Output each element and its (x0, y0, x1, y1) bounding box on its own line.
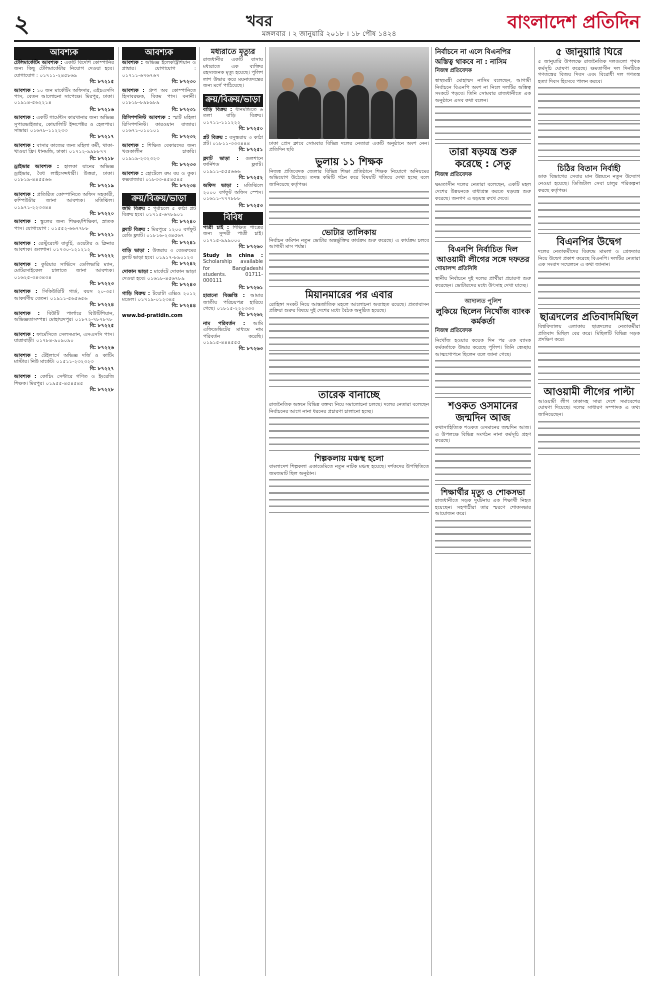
headline: নির্বাচনে না এলে বিএনপির অস্তিত্ব থাকবে না : নাসিম (435, 48, 511, 66)
article-body-continued (435, 204, 531, 238)
classified-ad-code: বি: ৮৭২২৪ (89, 302, 114, 309)
headline: তারা ষড়যন্ত্র শুরু করেছে : সেতু (449, 147, 517, 171)
classified-ad-code: বি: ৮৭২৬৩ (238, 346, 263, 353)
section-band: আবশ্যক (14, 47, 114, 60)
classified-ad-body: কোচিং সেন্টারে গণিত ও ইংরেজি শিক্ষক। মিরপুর। ০১৯৫৫-৪৫৪৫৪৫ (14, 374, 114, 387)
article-body-continued (538, 271, 640, 305)
byline: নিজস্ব প্রতিবেদক (435, 172, 472, 179)
classified-ad-title: ফ্ল্যাট বিক্রয় : (122, 226, 152, 233)
headline: শওকত ওসমানের জন্মদিন আজ (448, 401, 518, 425)
classified-ad-code: বি: ৮৭২১৫ (89, 79, 114, 86)
classified-ad-body: শিক্ষিত বেকারদের জন্য খণ্ডকালীন চাকরি। ০১৯১৯-২৩২৩২৩ (122, 142, 196, 162)
article-body: রাজধানীর একটি বাসায় মধ্যরাতে এক ব্যক্তির রহস্যজনক মৃত্যু হয়েছে। পুলিশ লাশ উদ্ধার করে ময়নাতদন্তের জন্য মর্গে পাঠিয়েছে। (203, 57, 263, 90)
classified-ad-body: বাসার কাজের জন্য মহিলা কর্মী, থাকা-খাওয়া ফ্রি। ধানমন্ডি, ঢাকা। ০১৭১২-৯৯৮৮৭৭ (14, 142, 114, 156)
article-body-continued (538, 346, 640, 380)
article-body: নির্বাচন কমিশন নতুন ভোটার অন্তর্ভুক্তির কার্যক্রম শুরু করেছে। এ কার্যক্রম চলবে আগামী মাস পর্যন্ত। (269, 237, 429, 251)
headline: মিয়ানমারের পর এবার (305, 289, 393, 301)
article-body-continued (269, 191, 429, 225)
website-link[interactable]: www.bd-pratidin.com (122, 312, 183, 319)
article-body-continued (538, 196, 640, 230)
classified-ad-title: হারানো বিজ্ঞপ্তি : (203, 293, 251, 300)
classified-ad (122, 60, 196, 86)
classified-ad-body: ফার্মেসিতে সেলসম্যান, এসএসসি পাস। যাত্রাবাড়ী। ০১৭৮৪-৯০৯০৯০ (14, 331, 114, 345)
article-body: নিজস্ব প্রতিবেদক জেলার বিভিন্ন শিক্ষা প্রতিষ্ঠানে শিক্ষক নিয়োগে অনিয়মের অভিযোগ উঠেছে। তদন্ত কমিটি গঠন করে বিষয়টি খতিয়ে দেখা হচ্ছে বলে জানিয়েছে কর্তৃপক্ষ। (269, 168, 429, 188)
classified-ad-code: বি: ৮৭২৫২ (238, 175, 263, 182)
classifieds-column-1 (14, 47, 114, 976)
headline: চিঠির বিতান নির্বাহী (557, 164, 621, 174)
classified-ad-title: আবশ্যক : (14, 191, 37, 198)
classified-ad (122, 227, 196, 246)
classified-ad (14, 143, 114, 162)
classified-ad-title: আবশ্যক : (122, 87, 149, 94)
classified-list (14, 60, 114, 394)
article-body-continued (269, 479, 429, 513)
headline: বিএনপি নির্বাচিত দিল আওয়ামী লীগের সঙ্গে দফতর (436, 245, 530, 265)
column-divider (534, 47, 535, 976)
article-body-continued (269, 317, 429, 351)
classified-ad-body: মতিঝিলে ২০০০ বর্গফুট অফিস স্পেস। ০১৬১১-৭৭৭৮৮৮ (203, 183, 263, 203)
classified-ad-title: গাড়ি বিক্রয় : (122, 290, 153, 297)
classified-ad (203, 225, 263, 251)
classified-ad-code: বি: ৮৭২২৭ (89, 365, 114, 372)
classified-ad (203, 156, 263, 182)
classified-ad-title: আবশ্যক : (14, 219, 41, 226)
classified-ad-body: আমি এফিডেভিটের মাধ্যমে নাম পরিবর্তন করেছি। ০১৯১৫-৪৪৪৫৫৫ (203, 320, 263, 346)
classified-ad (14, 374, 114, 393)
classified-ad (203, 135, 263, 154)
byline: নিজস্ব প্রতিবেদক (435, 328, 472, 335)
headline: মধ্যরাতে মৃত্যুর (210, 47, 256, 56)
classified-ad (122, 88, 196, 114)
classified-ad-body: স্মার্ট মহিলা রিসিপশনিস্ট। কারওয়ান বাজার। ০১৬৭১-০১০১০১ (122, 115, 196, 135)
byline: গোয়ালন্দ প্রতিনিধি (435, 266, 478, 273)
headline: ভুলায় ১১ শিক্ষক (315, 156, 383, 168)
classified-ad-code: বি: ৮৭২৫১ (238, 147, 263, 154)
classified-ad-body: টেইলার্সে অভিজ্ঞ দর্জি ও কাটিং মাস্টার। নিউ মার্কেট। ০১৫১১-২৩২৩২৩ (14, 353, 114, 366)
classified-ad-body: রেস্টুরেন্টে বাবুর্চি, ওয়েটার ও ক্লিনার আবশ্যক। গুলশান। ০১৭৩০-১২১২১২ (14, 240, 114, 253)
article-body-continued (269, 417, 429, 451)
classified-ad-title: নাম পরিবর্তন : (203, 320, 253, 327)
classified-ad-title: আবশ্যক : (122, 170, 146, 177)
section-band: আবশ্যক (122, 47, 196, 60)
headline: ৫ জানুয়ারি ঘিরে (555, 47, 623, 58)
classified-list (203, 225, 263, 353)
classified-ad-code: বি: ৮৭২৩২ (171, 134, 196, 141)
article-body: কথাসাহিত্যিক শওকত ওসমানের জন্মদিন আজ। এ উপলক্ষে বিভিন্ন সংগঠন নানা কর্মসূচি গ্রহণ করেছে। (435, 425, 531, 445)
classified-ad (14, 241, 114, 260)
classified-ad-body: একটি গার্মেন্টস কারখানার জন্য অভিজ্ঞ সুপারভাইজার, কোয়ালিটি ইন্সপেক্টর ও হেলপার। সাভার। ০১৬৭৮-১১২২৩৩ (14, 115, 114, 135)
classified-ad-code: বি: ৮৭২৩০ (171, 79, 196, 86)
classified-ad-title: বাড়ি বিক্রয় : (203, 106, 236, 113)
news-column-5 (435, 47, 531, 976)
article-body: রাজনৈতিক অঙ্গনে বিভিন্ন বক্তব্য নিয়ে সমালোচনা চলছে। দলের নেতারা বলেছেন নির্বাচনের আগে নানা ধরনের প্রচারণা চালানো হচ্ছে। (269, 401, 429, 415)
classified-ad-body: Scholarship available for Bangladeshi students. 01711-000111 (203, 259, 263, 285)
classified-ad-body: ১০ জন মার্কেটিং অফিসার, এইচএসসি পাস, বেতন আলোচনা সাপেক্ষে। মিরপুর, ঢাকা। ০১৯১৪-৫৬২২১৪ (14, 87, 114, 107)
column-divider (118, 47, 119, 976)
section-band: ক্রয়/বিক্রয়/ভাড়া (122, 193, 196, 206)
classified-ad (122, 269, 196, 288)
column-divider (431, 47, 432, 976)
article-body-continued (435, 106, 531, 140)
classified-ad-title: আবশ্যক : (14, 331, 37, 338)
classified-ad (14, 353, 114, 372)
classified-ad (14, 289, 114, 308)
classified-ad-title: আবশ্যক : (122, 142, 148, 149)
article-body-continued (538, 87, 640, 121)
classified-ad-code: বি: ৮৭২১৮ (89, 155, 114, 162)
article-body-continued (269, 353, 429, 387)
classified-ad-title: আবশ্যক : (122, 60, 146, 66)
classified-ad-title: ফ্ল্যাট ভাড়া : (203, 155, 246, 162)
headline: শিল্পকলায় মঞ্চস্থ হলো (314, 454, 384, 464)
group-photo (269, 47, 429, 139)
classified-ad (14, 219, 114, 238)
classified-ad-title: আবশ্যক : (14, 115, 37, 122)
classified-ad (14, 164, 114, 190)
classified-ad (203, 107, 263, 133)
headline: ছাত্রদলের প্রতিবাদমিছিল (539, 311, 639, 323)
classified-ad-title: আবশ্যক : (14, 87, 37, 94)
article-body: ক্ষমতাসীন দলের নেতারা বলেছেন, একটি মহল দেশের উন্নয়নকে বাধাগ্রস্ত করতে ষড়যন্ত্র শুরু করেছে। জনগণ এ ষড়যন্ত্র রুখে দেবে। (435, 182, 531, 202)
classified-ad-body: ধানমন্ডিতে ৬ তলা বাড়ি বিক্রয়। ০১৭১১-১১১২২২ (203, 106, 263, 126)
classified-ad-code: বি: ৮৭২৩১ (171, 106, 196, 113)
classified-ad (203, 253, 263, 291)
classified-ad-body: উত্তরায় ৩ বেডরুমের ফ্ল্যাট ভাড়া হবে। ০১৯১৭-৮৯০১২৩ (122, 248, 196, 261)
classified-ad-body: টয়োটা এক্সিও ২০১২ মডেল। ০১৭১৯-০১২৩৪৫ (122, 290, 196, 303)
classified-ad-code: বি: ৮৭২১৯ (89, 183, 114, 190)
classified-ad (14, 332, 114, 351)
article-body: বাংলাদেশ শিল্পকলা একাডেমিতে নতুন নাটক মঞ্চস্থ হয়েছে। দর্শকদের উপস্থিতিতে জমজমাট ছিল অনুষ্ঠান। (269, 464, 429, 477)
classified-ad-title: প্লট বিক্রয় : (203, 134, 230, 141)
classified-ad-code: বি: ৮৭২৬০ (238, 244, 263, 251)
article-body-continued (435, 360, 531, 394)
classified-ad-title: পাত্রী চাই : (203, 225, 233, 232)
classified-ad-title: আবশ্যক : (14, 374, 41, 381)
classified-ad-code: বি: ৮৭২১৬ (89, 106, 114, 113)
classified-ad (203, 293, 263, 319)
headline: বিএনপির উদ্বেগ (556, 237, 622, 249)
classified-ad (14, 192, 114, 218)
classified-ad-body: বসুন্ধরায় ৩ কাঠা প্লট। ০১৮১১-৩৩৩৪৪৪ (203, 134, 263, 147)
classified-ad-title: দোকান ভাড়া : (122, 269, 154, 276)
classified-ad-code: বি: ৮৭২৪০ (171, 218, 196, 225)
article-body: নিখোঁজ হওয়ার কয়েক দিন পর এক ব্যাংক কর্মকর্তাকে উদ্ধার করেছে পুলিশ। তিনি স্বেচ্ছায় আত্মগোপনে ছিলেন বলে জানা গেছে। (435, 338, 531, 358)
classified-ad-code: বি: ৮৭২২৩ (89, 281, 114, 287)
headline: শিক্ষার্থীর মৃত্যু ও শোকসভা (440, 487, 526, 497)
classified-ad-body: অভিজ্ঞ ইলেকট্রিশিয়ান ও প্লাম্বার। যোগাযোগ : ০১৭১১-৬৭৬৭৬৭ (122, 60, 196, 79)
classified-ad-body: প্রতিষ্ঠিত কোম্পানিতে অফিস সহকারী, কম্পিউটার জানা আবশ্যক। মতিঝিল। ০১৯৭১-২২৩৩৪৪ (14, 191, 114, 211)
classified-ad-code: বি: ৮৭২৬২ (238, 312, 263, 319)
classifieds-column-2 (122, 47, 196, 976)
section-band: বিবিধ (203, 212, 263, 225)
classified-ad-title: টেলিমার্কেটিং আবশ্যক : (14, 60, 65, 66)
date-line: মঙ্গলবার । ২ জানুয়ারি ২০১৮ । ১৮ পৌষ ১৪২৪ (262, 30, 397, 38)
classified-ad-title: আবশ্যক : (14, 353, 42, 360)
classified-ad (14, 311, 114, 330)
classified-ad (203, 183, 263, 209)
classified-ad (122, 291, 196, 310)
classified-ad (14, 115, 114, 141)
article-body-continued (538, 123, 640, 157)
classified-ad (122, 206, 196, 225)
classified-ad-title: জমি বিক্রয় : (122, 205, 153, 212)
lead-photo (269, 47, 429, 139)
classified-ad-body: মার্কেটে দোকান ভাড়া দেওয়া হবে। ০১৬১৮-৪৫৬৭৮৯ (122, 269, 196, 282)
classified-ad-code: বি: ৮৭২৫৩ (238, 202, 263, 209)
headline: আওয়ামী লীগের পাল্টা (543, 386, 635, 398)
article-body: রোহিঙ্গা সংকট নিয়ে আন্তর্জাতিক মহলে আলোচনা অব্যাহত রয়েছে। প্রত্যাবাসন প্রক্রিয়া শুরুর বিষয়ে দুই দেশের মধ্যে বৈঠক অনুষ্ঠিত হয়েছে। (269, 301, 429, 315)
classified-ad-code: বি: ৮৭২৩৩ (171, 162, 196, 169)
section-band: ক্রয়/বিক্রয়/ভাড়া (203, 94, 263, 107)
classified-ad-body: কুরিয়ার সার্ভিসে ডেলিভারি ম্যান, মোটরসাইকেল চালাতে জানা আবশ্যক। ০১৬২৫-৩৪৩৪৩৪ (14, 261, 114, 281)
article-body-continued (538, 421, 640, 455)
classified-ad-body: শিক্ষিত পাত্রের জন্য সুন্দরী পাত্রী চাই। ০১৭১৫-৯৯৯০০০ (203, 225, 263, 244)
page-number: ২ (14, 9, 30, 38)
classified-ad-code: বি: ৮৭২২৮ (89, 387, 114, 394)
classified-ad (122, 248, 196, 267)
classified-ad-body: গ্রুপ অব কোম্পানিতে হিসাবরক্ষক, বিকম পাস। বনানী। ০১৮১৮-৮৯৮৯৮৯ (122, 87, 196, 107)
news-column-6 (538, 47, 640, 976)
classified-ad (14, 60, 114, 86)
article-body-continued (435, 520, 531, 554)
classified-ad-title: অফিস ভাড়া : (203, 183, 245, 190)
classified-ad-code: বি: ৮৭২৪২ (171, 260, 196, 267)
column-divider (265, 47, 266, 976)
classified-ad-body: একটি বিদেশি কোম্পানির জন্য কিছু টেলিমার্কেটার নিয়োগ দেওয়া হবে। যোগাযোগ : ০১৭১১-২৪৫৮৬৯ (14, 60, 114, 79)
classified-ad-title: Study in china : (203, 252, 263, 259)
kicker: আদালত পুলিশ (464, 298, 502, 306)
classified-ad (14, 262, 114, 288)
classified-ad (14, 88, 114, 114)
header-rule (14, 40, 640, 42)
classified-ad-code: বি: ৮৭২২০ (89, 210, 114, 217)
classified-ad-body: হোটেলে রুম বয় ও কুক। কক্সবাজার। ০১৮৩৩-৪৫৪৫৪৫ (122, 170, 196, 183)
classified-ad-body: বিউটি পার্লারে বিউটিশিয়ান, অভিজ্ঞতাসম্পন্ন। মোহাম্মদপুর। ০১৮৭২-৭৮৭৮৭৮ (14, 310, 114, 324)
article-body-continued (435, 447, 531, 481)
article-body-continued (269, 253, 429, 287)
article-body: স্থানীয় নির্বাচনে দুই দলের প্রার্থীরা প্রচারণা শুরু করেছেন। ভোটারদের মধ্যে উৎসাহ দেখা যাচ্ছে। (435, 276, 531, 289)
section-name: খবর (246, 12, 273, 30)
classified-ad-title: রিসিপশনিস্ট আবশ্যক : (122, 115, 173, 122)
byline: নিজস্ব প্রতিবেদক (435, 68, 472, 74)
classified-ad-code: বি: ৮৭২৩৪ (171, 183, 196, 190)
classified-ad-body: হালকা যানের অভিজ্ঞ ড্রাইভার, বৈধ লাইসেন্সধারী। উত্তরা, ঢাকা। ০১৮১৯-৪৪৫৫৬৬ (14, 164, 114, 183)
classified-ad-body: পূর্বাচলে ৫ কাঠা প্লট বিক্রয় হবে। ০১৭১৫-৬৭৮৯০১ (122, 205, 196, 219)
article-body: দলের নেতাকর্মীদের বিরুদ্ধে মামলা ও গ্রেফতার নিয়ে উদ্বেগ প্রকাশ করেছে বিএনপি। দলটির নেতারা এক সংবাদ সম্মেলনে এ কথা জানান। (538, 249, 640, 269)
classified-ad-code: বি: ৮৭২৪১ (171, 239, 196, 246)
article-body: বিশ্ববিদ্যালয় এলাকায় ছাত্রদলের নেতাকর্মীরা প্রতিবাদ মিছিল বের করে। মিছিলটি বিভিন্ন সড়ক প্রদক্ষিণ করে। (538, 323, 640, 344)
classified-ad-title: আবশ্যক : (14, 261, 42, 268)
classified-ad-code: বি: ৮৭২২৫ (89, 323, 114, 330)
headline: তারেক বানাচ্ছে (318, 389, 380, 401)
classified-ad (122, 143, 196, 169)
classified-ad-code: বি: ৮৭২৫০ (238, 126, 263, 133)
classified-ad-code: বি: ৮৭২২৬ (89, 344, 114, 351)
classified-ad-body: স্কুলের জন্য শিক্ষক/শিক্ষিকা, স্নাতক পাস। যোগাযোগ : ০১৫৫২-৬৬৭৭৮৮ (14, 219, 114, 232)
classified-list (122, 60, 196, 190)
article-body: স্বাস্থ্যমন্ত্রী মোহাম্মদ নাসিম বলেছেন, আগামী নির্বাচনে বিএনপি অংশ না নিলে দলটির অস্তিত্ব সংকটে পড়বে। তিনি সোমবার রাজধানীতে এক অনুষ্ঠানে এসব কথা বলেন। (435, 78, 531, 104)
center-news-column (269, 47, 429, 976)
classified-ad-title: বাড়ি ভাড়া : (122, 248, 153, 255)
classified-ad (203, 321, 263, 353)
classified-ad-code: বি: ৮৭২২১ (89, 232, 114, 239)
article-body: আওয়ামী লীগ ঢাকাসহ সারা দেশে সমাবেশের ঘোষণা দিয়েছে। দলের সাধারণ সম্পাদক এ তথ্য জানিয়েছেন। (538, 398, 640, 418)
classified-list (203, 107, 263, 209)
classified-ad (122, 115, 196, 141)
newspaper-brand: বাংলাদেশ প্রতিদিন (507, 12, 640, 33)
classified-list (122, 206, 196, 310)
headline: ভোটার তালিকায় (321, 227, 377, 237)
classified-ad-code: বি: ৮৭২২২ (89, 253, 114, 260)
classified-ad (122, 171, 196, 190)
classified-ad-title: আবশ্যক : (14, 310, 48, 317)
column-divider (199, 47, 200, 976)
classified-ad-body: আমার জাতীয় পরিচয়পত্র হারিয়ে গেছে। ০১৮১৫-২২২৩৩৩ (203, 293, 263, 312)
classified-ad-title: আবশ্যক : (14, 289, 43, 296)
classified-ad-code: বি: ৮৭২৪৪ (171, 303, 196, 310)
classified-ad-body: মিরপুরে ১২০০ বর্গফুট রেডি ফ্ল্যাট। ০১৮১৬-২৩৪৫৬৭ (122, 226, 196, 240)
article-body: ডাক বিভাগের সেবার মান উন্নয়নে নতুন উদ্যোগ নেওয়া হয়েছে। ডিজিটাল সেবা চালুর পরিকল্পনা করছে কর্তৃপক্ষ। (538, 174, 640, 194)
headline: লুকিয়ে ছিলেন নিখোঁজ ব্যাংক কর্মকর্তা (435, 307, 531, 327)
article-body: ৫ জানুয়ারি উপলক্ষে রাজনৈতিক দলগুলো পৃথক কর্মসূচি ঘোষণা করেছে। ক্ষমতাসীন দল দিনটিকে গণতন্ত্রের বিজয় দিবস এবং বিরোধী দল গণতন্ত্র হত্যা দিবস হিসেবে পালন করবে। (538, 59, 640, 85)
classified-ad-title: ড্রাইভার আবশ্যক : (14, 164, 65, 171)
classified-ad-title: আবশ্যক : (14, 240, 39, 247)
classified-ad-title: আবশ্যক : (14, 142, 37, 149)
classifieds-column-3 (203, 47, 263, 976)
photo-caption: ঢাকা প্রেস ক্লাবে সোমবার বিভিন্ন দলের নেতারা একটি অনুষ্ঠানে অংশ নেন। প্রতিদিন ছবি (269, 141, 429, 154)
classified-ad-code: বি: ৮৭২৬১ (238, 284, 263, 291)
classified-ad-code: বি: ৮৭২১৭ (89, 134, 114, 141)
article-body: রাজধানীতে সড়ক দুর্ঘটনায় এক শিক্ষার্থী নিহত হয়েছেন। সহপাঠীরা তার স্মরণে শোকসভার আয়োজন করে। (435, 497, 531, 518)
classified-ad-code: বি: ৮৭২৪৩ (171, 282, 196, 289)
classified-ad-body: গুলশানে ফার্নিশড ফ্ল্যাট। ০১৯১১-৫৫৫৬৬৬ (203, 155, 263, 175)
classified-ad-body: সিকিউরিটি গার্ড, বয়স ২০-৩৫। আকর্ষণীয় বেতন। ০১৯১১-৫৬৫৬৫৬ (14, 289, 114, 302)
